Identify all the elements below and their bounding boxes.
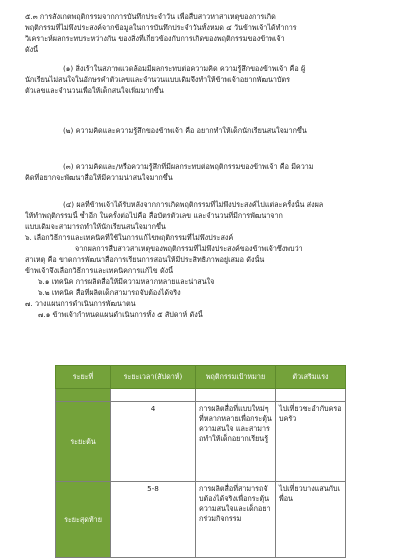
weeks-cell: 4: [111, 402, 196, 482]
spacer-cell: [196, 389, 276, 402]
header-phase: ระยะที่: [56, 366, 111, 389]
text-line: จากผลการสืบสาวสาเหตุของพฤติกรรมที่ไม่พึงประสงค์ของข้าพเจ้าซึ่งพบว่า: [75, 244, 303, 253]
text-line: ๗. วางแผนการดำเนินการพัฒนาตน: [25, 299, 136, 308]
spacer-cell: [111, 389, 196, 402]
text-line: พฤติกรรมที่ไม่พึงประสงค์จากข้อมูลในการบันทึกประจำวันทั้งหมด ๔ วันข้าพเจ้าได้ทำการ: [25, 23, 297, 32]
text-line: (๑) สิ่งเร้าในสภาพแวดล้อมมีผลกระทบต่อความคิด ความรู้สึกของข้าพเจ้า คือ ผู้: [63, 64, 306, 73]
text-line: คิดที่อยากจะพัฒนาสื่อให้มีความน่าสนใจมากขึ้น: [25, 173, 173, 182]
text-line: ๕.๓ การสังเกตพฤติกรรมจากการบันทึกประจำวัน เพื่อสืบสาวหาสาเหตุของการเกิด: [25, 12, 276, 21]
phase-cell: ระยะสุดท้าย: [56, 482, 111, 558]
text-line: แบบเดิมจะสามารถทำให้นักเรียนสนใจมากขึ้น: [25, 222, 166, 231]
table-spacer-row: [56, 389, 346, 402]
plan-table: [55, 365, 346, 558]
text-line: (๓) ความคิดและ/หรือความรู้สึกที่มีผลกระทบต่อพฤติกรรมของข้าพเจ้า คือ มีความ: [63, 162, 314, 171]
header-reinforcer: ตัวเสริมแรง: [276, 366, 346, 389]
reinforcer-cell: ไปเที่ยวบางแสนกับเพื่อน: [276, 482, 346, 558]
target-cell: การผลิตสื่อที่แบบใหม่ๆที่หลากหลายเพื่อกระตุ้นความสนใจ และสามารถทำให้เด็กอยากเรียนรู้: [196, 402, 276, 482]
text-line: ให้ทำพฤติกรรมนี้ ซ้ำอีก ในครั้งต่อไปคือ สื่อบัตรตัวเลข และจำนวนที่มีการพัฒนาจาก: [25, 211, 283, 220]
text-line: ดังนี้: [25, 45, 39, 54]
header-target-behavior: พฤติกรรมเป้าหมาย: [196, 366, 276, 389]
phase-cell: ระยะต้น: [56, 402, 111, 482]
header-weeks: ระยะเวลา(สัปดาห์): [111, 366, 196, 389]
text-line: ๖.๒ เทคนิค สื่อที่ผลิตเด็กสามารถจับต้องได้จริง: [38, 288, 181, 297]
text-line: นักเรียนไม่สนใจในอักษรคำตัวเลขและจำนวนแบบเดิมจึงทำให้ข้าพเจ้าอยากพัฒนาบัตร: [25, 75, 291, 84]
reinforcer-cell: ไปเที่ยวชะอำกับครอบครัว: [276, 402, 346, 482]
text-line: (๒) ความคิดและความรู้สึกของข้าพเจ้า คือ อยากทำให้เด็กนักเรียนสนใจมากขึ้น: [63, 126, 307, 135]
text-line: ๖.๑ เทคนิค การผลิตสื่อให้มีความหลากหลายและน่าสนใจ: [38, 277, 215, 286]
table-row: [56, 402, 346, 482]
spacer-cell: [56, 389, 111, 402]
spacer-cell: [276, 389, 346, 402]
text-line: สาเหตุ คือ ขาดการพัฒนาสื่อการเรียนการสอนให้มีประสิทธิภาพอยู่เสมอ ดังนั้น: [25, 255, 265, 264]
text-line: (๔) ผลที่ข้าพเจ้าได้รับหลังจากการเกิดพฤติกรรมที่ไม่พึงประสงค์ไปแต่ละครั้งนั้น ส่งผล: [63, 200, 324, 209]
text-line: ๗.๑ ข้าพเจ้ากำหนดแผนดำเนินการทั้ง ๕ สัปดาห์ ดังนี้: [38, 310, 203, 319]
target-cell: การผลิตสื่อที่สามารถจับต้องได้จริงเพื่อกระตุ้นความสนใจและเด็กอยากร่วมกิจกรรม: [196, 482, 276, 558]
text-line: ๖. เลือกวิธีการและเทคนิคที่ใช้ในการแก้ไขพฤติกรรมที่ไม่พึงประสงค์: [25, 233, 234, 242]
table-header-row: [56, 366, 346, 389]
weeks-cell: 5-8: [111, 482, 196, 558]
text-line: วิเคราะห์ผลกระทบระหว่างกัน ของสิ่งที่เกี่ยวข้องกับการเกิดของพฤติกรรมของข้าพเจ้า: [25, 34, 285, 43]
table-row: [56, 482, 346, 558]
text-line: ตัวเลขและจำนวนเพื่อให้เด็กสนใจเพิ่มมากขึ้น: [25, 86, 164, 95]
text-line: ข้าพเจ้าจึงเลือกวิธีการและเทคนิคการแก้ไข ดังนี้: [25, 266, 174, 275]
